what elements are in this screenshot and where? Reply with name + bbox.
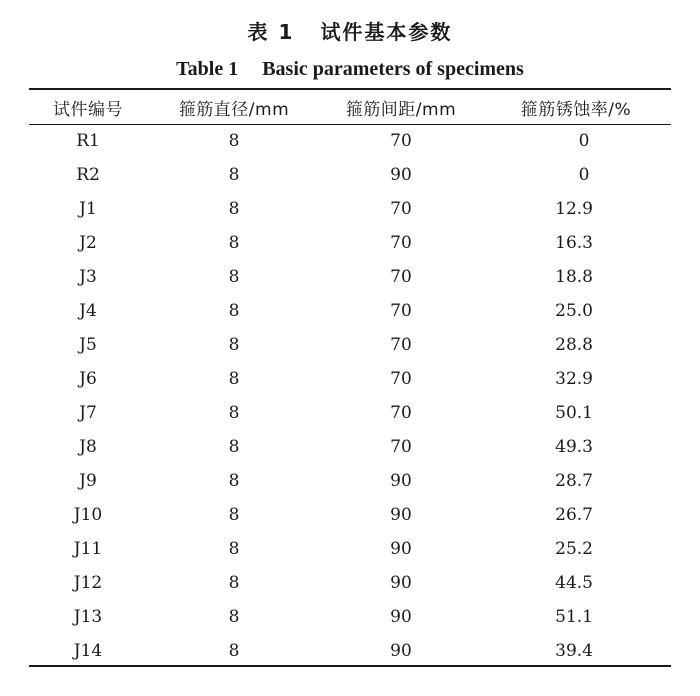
cell-specimen-id: J1	[79, 199, 97, 219]
cell-stirrup-spacing: 70	[390, 369, 412, 389]
cell-corrosion-rate: 49.3	[555, 437, 593, 457]
cell-corrosion-rate: 32.9	[555, 369, 593, 389]
table-row	[29, 600, 671, 634]
cell-corrosion-rate: 0	[578, 131, 590, 151]
header-specimen-id: 试件编号	[53, 99, 123, 120]
cell-corrosion-rate: 26.7	[555, 505, 593, 525]
cell-stirrup-spacing: 90	[390, 607, 412, 627]
header-corrosion-rate: 箍筋锈蚀率/%	[520, 99, 632, 120]
cell-stirrup-spacing: 70	[390, 131, 412, 151]
table-header-row	[29, 90, 671, 124]
cell-stirrup-spacing: 70	[390, 301, 412, 321]
table-row	[29, 464, 671, 498]
cell-corrosion-rate: 25.0	[555, 301, 593, 321]
cell-stirrup-diameter: 8	[228, 573, 240, 593]
table-row	[29, 634, 671, 668]
table-row	[29, 158, 671, 192]
cell-stirrup-diameter: 8	[228, 199, 240, 219]
table-row	[29, 532, 671, 566]
cell-specimen-id: J9	[79, 471, 97, 491]
cell-stirrup-spacing: 70	[390, 335, 412, 355]
cell-specimen-id: J13	[73, 607, 103, 627]
table-row	[29, 260, 671, 294]
table-row	[29, 430, 671, 464]
table-number-cn: 表 1	[247, 20, 295, 44]
table-caption-cn: 试件基本参数	[320, 20, 453, 44]
table-row	[29, 362, 671, 396]
cell-specimen-id: J12	[73, 573, 103, 593]
cell-specimen-id: R2	[76, 165, 100, 185]
table-row	[29, 498, 671, 532]
cell-stirrup-spacing: 90	[390, 539, 412, 559]
cell-stirrup-diameter: 8	[228, 335, 240, 355]
cell-corrosion-rate: 28.7	[555, 471, 593, 491]
table-row	[29, 124, 671, 158]
cell-specimen-id: J5	[79, 335, 97, 355]
cell-stirrup-spacing: 70	[390, 199, 412, 219]
cell-specimen-id: J6	[79, 369, 97, 389]
cell-stirrup-spacing: 70	[390, 267, 412, 287]
cell-stirrup-spacing: 70	[390, 233, 412, 253]
table-title-english	[0, 58, 700, 81]
cell-corrosion-rate: 28.8	[555, 335, 593, 355]
table-row	[29, 396, 671, 430]
cell-stirrup-spacing: 90	[390, 573, 412, 593]
cell-corrosion-rate: 25.2	[555, 539, 593, 559]
cell-stirrup-diameter: 8	[228, 505, 240, 525]
cell-stirrup-diameter: 8	[228, 607, 240, 627]
cell-stirrup-diameter: 8	[228, 641, 240, 661]
cell-specimen-id: J11	[73, 539, 103, 559]
cell-stirrup-diameter: 8	[228, 403, 240, 423]
cell-corrosion-rate: 16.3	[555, 233, 593, 253]
table-row	[29, 328, 671, 362]
cell-stirrup-spacing: 70	[390, 403, 412, 423]
header-stirrup-diameter: 箍筋直径/mm	[178, 99, 290, 120]
table-title-chinese	[0, 16, 700, 45]
cell-specimen-id: J2	[79, 233, 97, 253]
cell-corrosion-rate: 12.9	[555, 199, 593, 219]
cell-corrosion-rate: 44.5	[555, 573, 593, 593]
table-row	[29, 192, 671, 226]
cell-specimen-id: J3	[79, 267, 97, 287]
cell-stirrup-diameter: 8	[228, 369, 240, 389]
cell-stirrup-spacing: 90	[390, 471, 412, 491]
cell-stirrup-diameter: 8	[228, 267, 240, 287]
cell-stirrup-diameter: 8	[228, 301, 240, 321]
table-row	[29, 566, 671, 600]
cell-specimen-id: J8	[79, 437, 97, 457]
cell-specimen-id: R1	[76, 131, 100, 151]
table-row	[29, 294, 671, 328]
cell-stirrup-diameter: 8	[228, 471, 240, 491]
cell-corrosion-rate: 0	[578, 165, 590, 185]
specimen-parameters-table	[29, 90, 671, 668]
cell-stirrup-diameter: 8	[228, 437, 240, 457]
cell-corrosion-rate: 18.8	[555, 267, 593, 287]
cell-stirrup-spacing: 90	[390, 165, 412, 185]
cell-stirrup-spacing: 90	[390, 505, 412, 525]
cell-stirrup-diameter: 8	[228, 165, 240, 185]
cell-corrosion-rate: 51.1	[555, 607, 593, 627]
cell-stirrup-diameter: 8	[228, 539, 240, 559]
cell-specimen-id: J7	[79, 403, 97, 423]
cell-stirrup-spacing: 90	[390, 641, 412, 661]
cell-specimen-id: J4	[79, 301, 97, 321]
table-number-en: Table 1	[176, 58, 239, 80]
header-stirrup-spacing: 箍筋间距/mm	[345, 99, 457, 120]
cell-stirrup-diameter: 8	[228, 233, 240, 253]
cell-stirrup-spacing: 70	[390, 437, 412, 457]
cell-specimen-id: J10	[73, 505, 103, 525]
table-row	[29, 226, 671, 260]
cell-specimen-id: J14	[73, 641, 103, 661]
cell-corrosion-rate: 39.4	[555, 641, 593, 661]
cell-corrosion-rate: 50.1	[555, 403, 593, 423]
table-caption-en: Basic parameters of specimens	[262, 58, 524, 80]
cell-stirrup-diameter: 8	[228, 131, 240, 151]
